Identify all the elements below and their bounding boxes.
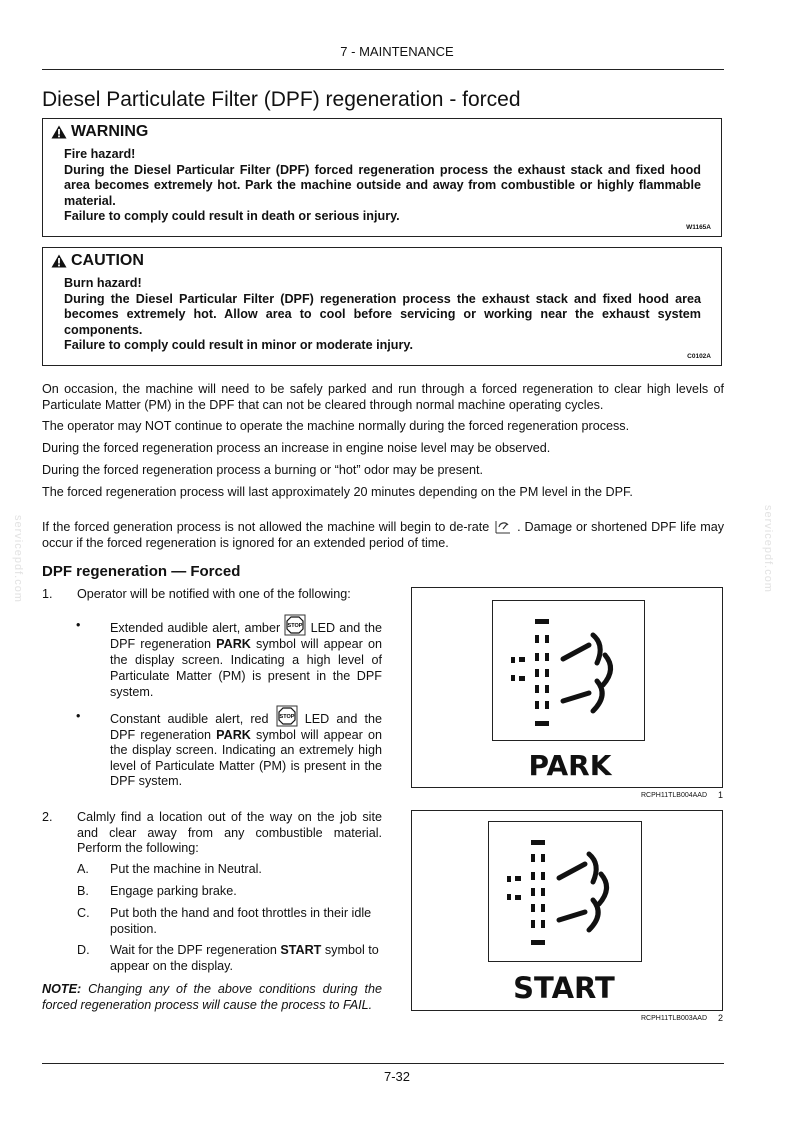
- caution-text: [64, 276, 701, 354]
- dpf-regeneration-icon: [493, 601, 643, 739]
- section-heading: DPF regeneration — Forced: [42, 563, 241, 580]
- bullet-2-park: PARK: [216, 727, 251, 742]
- step-1-number: 1.: [42, 587, 53, 601]
- section-header: 7 - MAINTENANCE: [340, 44, 454, 59]
- derate-text-before: If the forced generation process is not allowed the machine will begin to de-rate: [42, 520, 490, 534]
- figure-2-number: 2: [718, 1013, 724, 1023]
- intro-paragraph-1: On occasion, the machine will need to be safely parked and run through a forced regeneration to clear high levels of Particulate Matter (PM) in the DPF that can not be cleared through normal machine operating cycles.: [42, 382, 724, 412]
- footer-rule: [42, 1063, 724, 1064]
- substep-d-label: D.: [77, 943, 90, 957]
- derate-text-after: . Damage or shortened DPF life may occur if the forced regeneration is ignored for an extended period of time.: [42, 520, 724, 550]
- intro-paragraph-4: During the forced regeneration process a burning or “hot” odor may be present.: [42, 463, 484, 477]
- substep-a-label: A.: [77, 862, 89, 876]
- park-label-graphic: [527, 748, 613, 780]
- caution-code: C0102A: [687, 353, 711, 360]
- bullet-1-text-b: LED and the DPF regeneration: [110, 621, 383, 651]
- stop-icon-text: STOP: [287, 623, 303, 629]
- park-label: PARK: [528, 749, 612, 780]
- page-title: Diesel Particulate Filter (DPF) regeneration - forced: [42, 88, 521, 111]
- intro-paragraph-6: [42, 515, 724, 551]
- caution-triangle-icon: [51, 254, 67, 268]
- bullet-1-text-c: symbol will appear on the display screen. Indicating a high level of Particulate Matter (PM) is present in the DPF system.: [110, 637, 382, 699]
- caution-heading-text: CAUTION: [71, 252, 144, 269]
- warning-heading: [51, 123, 148, 141]
- substep-c-label: C.: [77, 906, 90, 920]
- stop-icon-text: STOP: [279, 714, 295, 720]
- caution-line-3: Failure to comply could result in minor or moderate injury.: [64, 338, 413, 352]
- bullet-1-text-a: Extended audible alert, amber: [110, 621, 281, 635]
- note-text: Changing any of the above conditions during the forced regeneration process will cause the process to FAIL.: [42, 982, 383, 1012]
- bullet-2-text-c: symbol will appear on the display screen. Indicating an extremely high level of Particulate Matter (PM) is present in the DPF system.: [110, 727, 382, 788]
- bullet-2-text-b: LED and the DPF regeneration: [110, 712, 382, 742]
- step-2-text: Calmly find a location out of the way on the job site and clear away from any combustible material. Perform the following:: [77, 810, 382, 855]
- watermark-right: servicepdf.com: [762, 505, 774, 593]
- step-1-bullet-1: [110, 614, 382, 700]
- header-rule: [42, 69, 724, 70]
- warning-text: [64, 147, 701, 225]
- watermark-left: servicepdf.com: [12, 515, 24, 603]
- caution-line-1: Burn hazard!: [64, 276, 142, 290]
- substep-c-text: Put both the hand and foot throttles in their idle position.: [110, 906, 372, 936]
- substep-d-text: [110, 943, 382, 974]
- derate-icon: [493, 515, 513, 535]
- intro-paragraph-5: The forced regeneration process will last approximately 20 minutes depending on the PM level in the DPF.: [42, 485, 633, 499]
- warning-heading-text: WARNING: [71, 123, 149, 140]
- warning-code: W1165A: [686, 224, 711, 231]
- figure-1-caption: RCPH11TLB004AAD: [641, 792, 708, 799]
- step-1-text: Operator will be notified with one of the following:: [77, 587, 351, 601]
- step-2-number: 2.: [42, 810, 53, 824]
- intro-paragraph-3: During the forced regeneration process an increase in engine noise level may be observed.: [42, 441, 551, 455]
- start-label-graphic: [508, 969, 620, 1003]
- warning-line-1: Fire hazard!: [64, 147, 136, 161]
- substep-b-text: Engage parking brake.: [110, 884, 237, 898]
- warning-triangle-icon: [51, 125, 67, 139]
- figure-2-caption: RCPH11TLB003AAD: [641, 1015, 708, 1022]
- stop-led-icon: [276, 705, 298, 727]
- intro-paragraph-2: The operator may NOT continue to operate the machine normally during the forced regeneration process.: [42, 419, 630, 433]
- warning-line-3: Failure to comply could result in death or serious injury.: [64, 209, 400, 223]
- step-1-bullet-2: [110, 705, 382, 790]
- substep-d-start: START: [280, 943, 322, 957]
- warning-box: [42, 118, 722, 237]
- bullet-2-text-a: Constant audible alert, red: [110, 712, 269, 726]
- substep-d-text-b: symbol to appear on the display.: [110, 943, 379, 973]
- dpf-symbol-frame: [488, 821, 642, 962]
- note: [42, 982, 382, 1013]
- start-label: START: [513, 971, 615, 1003]
- caution-heading: [51, 252, 144, 270]
- dpf-regeneration-icon: [489, 822, 639, 960]
- substep-a-text: Put the machine in Neutral.: [110, 862, 262, 876]
- figure-park: [411, 587, 723, 788]
- warning-line-2: During the Diesel Particular Filter (DPF) forced regeneration process the exhaust stack and fixed hood area becomes extremely hot. Park the machine outside and away from combustible or highly flammable material.: [64, 162, 701, 208]
- stop-led-icon: [284, 614, 306, 636]
- bullet-1-marker: •: [76, 618, 81, 632]
- bullet-2-marker: •: [76, 709, 81, 723]
- caution-box: [42, 247, 722, 366]
- figure-1-number: 1: [718, 790, 724, 800]
- bullet-1-park: PARK: [216, 637, 251, 651]
- note-label: NOTE:: [42, 982, 82, 996]
- page-number: 7-32: [383, 1069, 411, 1084]
- substep-d-text-a: Wait for the DPF regeneration: [110, 943, 277, 957]
- caution-line-2: During the Diesel Particular Filter (DPF) regeneration process the exhaust stack and fixed hood area becomes extremely hot. Allow area to cool before servicing or working near the exhaust system components.: [64, 291, 701, 337]
- substep-b-label: B.: [77, 884, 89, 898]
- figure-start: [411, 810, 723, 1011]
- dpf-symbol-frame: [492, 600, 645, 741]
